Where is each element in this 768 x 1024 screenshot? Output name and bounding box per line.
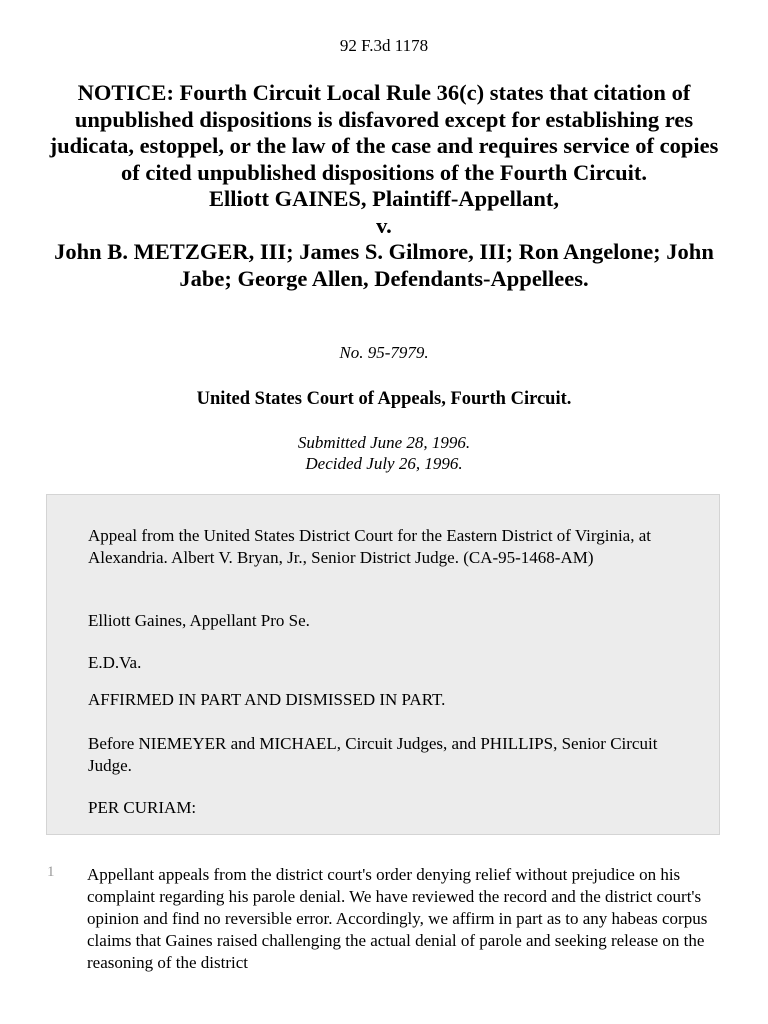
- case-dates: [0, 432, 768, 474]
- case-citation: 92 F.3d 1178: [339, 36, 429, 55]
- case-title-block: [44, 80, 724, 292]
- defendant-parties: John B. METZGER, III; James S. Gilmore, III; Ron Angelone; John Jabe; George Allen, Defendants-Appellees.: [54, 239, 714, 291]
- appeal-origin: Appeal from the United States District Court for the Eastern District of Virginia, at Alexandria. Albert V. Bryan, Jr., Senior District Judge. (CA-95-1468-AM): [88, 526, 652, 567]
- counsel-line: Elliott Gaines, Appellant Pro Se.: [88, 611, 310, 630]
- case-info-panel: [46, 494, 720, 835]
- paragraph-number: 1: [47, 864, 55, 880]
- disposition: AFFIRMED IN PART AND DISMISSED IN PART.: [88, 690, 446, 709]
- notice-heading: NOTICE: Fourth Circuit Local Rule 36(c) states that citation of unpublished dispositions is disfavored except for establishing res judicata, estoppel, or the law of the case and requires service of copies of cited unpublished dispositions of the Fourth Circuit.: [49, 80, 719, 185]
- opinion-paragraph: Appellant appeals from the district court's order denying relief without prejudice on his complaint regarding his parole denial. We have reviewed the record and the district court's opinion and find no reversible error. Accordingly, we affirm in part as to any habeas corpus claims that Gaines raised challenging the actual denial of parole and seeking release on the reasoning of the district: [87, 865, 708, 972]
- plaintiff-party: Elliott GAINES, Plaintiff-Appellant,: [208, 186, 560, 211]
- submitted-date: Submitted June 28, 1996.: [297, 433, 471, 452]
- docket-number: No. 95-7979.: [339, 343, 429, 362]
- decided-date: Decided July 26, 1996.: [305, 454, 463, 473]
- district-abbrev: E.D.Va.: [88, 653, 142, 672]
- versus-label: v.: [376, 212, 392, 238]
- court-name: United States Court of Appeals, Fourth Circuit.: [196, 389, 572, 409]
- panel-judges: Before NIEMEYER and MICHAEL, Circuit Judges, and PHILLIPS, Senior Circuit Judge.: [88, 734, 658, 775]
- opinion-author: PER CURIAM:: [88, 798, 197, 817]
